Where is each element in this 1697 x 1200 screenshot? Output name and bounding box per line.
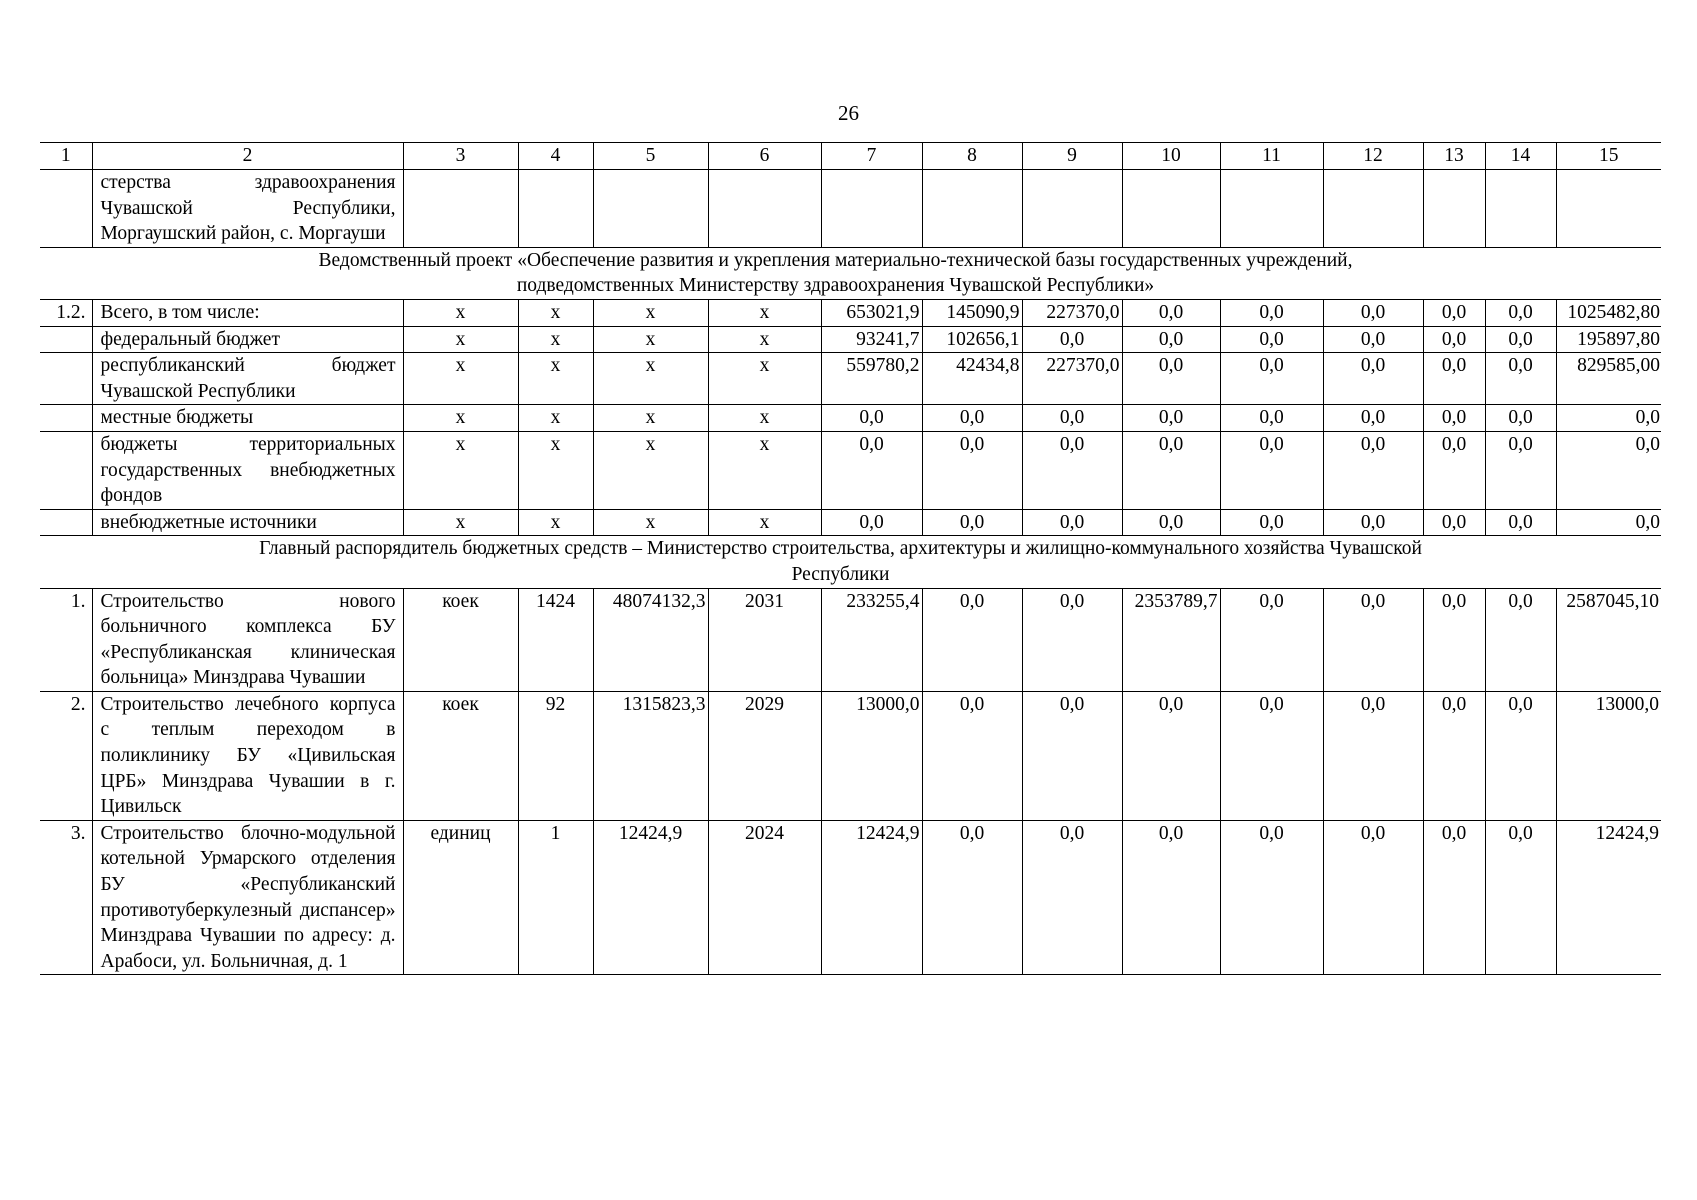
cell-idx (40, 431, 92, 509)
cell-c15: 2587045,10 (1556, 588, 1661, 691)
cell-idx: 1.2. (40, 299, 92, 326)
cell-c11: 0,0 (1220, 299, 1323, 326)
cell-c7: 12424,9 (821, 820, 922, 975)
cell-c9: 0,0 (1022, 326, 1122, 353)
cell-name: Строительство нового больничного комплекса БУ «Республиканская клиническая больница» Минздрава Чувашии (92, 588, 403, 691)
cell-c9: 227370,0 (1022, 353, 1122, 405)
cell-c7: 0,0 (821, 509, 922, 536)
cell-c6: 2031 (708, 588, 821, 691)
cell-c6: х (708, 405, 821, 432)
cell-c3: единиц (403, 820, 518, 975)
cell-c11: 0,0 (1220, 431, 1323, 509)
cell-c12: 0,0 (1323, 353, 1423, 405)
cell-c14: 0,0 (1485, 431, 1556, 509)
cell-c15: 0,0 (1556, 405, 1661, 432)
cell-name: внебюджетные источники (92, 509, 403, 536)
cell-c10: 0,0 (1122, 691, 1220, 820)
cell-c12: 0,0 (1323, 431, 1423, 509)
cell-c5: х (593, 509, 708, 536)
cell-c10: 0,0 (1122, 509, 1220, 536)
table-row (40, 691, 1661, 820)
cell-c10: 0,0 (1122, 353, 1220, 405)
section-row (40, 247, 1661, 299)
cell-c6: х (708, 509, 821, 536)
cell-c3: х (403, 353, 518, 405)
continuation-text: стерства здравоохранения Чувашской Республики, Моргаушский район, с. Моргауши (92, 170, 403, 248)
table-row (40, 353, 1661, 405)
header-cell: 8 (922, 143, 1022, 170)
header-cell: 6 (708, 143, 821, 170)
cell-c11: 0,0 (1220, 820, 1323, 975)
cell-c9: 0,0 (1022, 820, 1122, 975)
cell-c15: 13000,0 (1556, 691, 1661, 820)
cell-c9: 0,0 (1022, 431, 1122, 509)
header-cell: 4 (518, 143, 593, 170)
cell-idx (40, 326, 92, 353)
header-cell: 13 (1423, 143, 1485, 170)
cell-c6: х (708, 353, 821, 405)
cell-c12: 0,0 (1323, 326, 1423, 353)
cell-c15: 0,0 (1556, 509, 1661, 536)
header-cell: 10 (1122, 143, 1220, 170)
cell-c10: 0,0 (1122, 431, 1220, 509)
cell-c11: 0,0 (1220, 353, 1323, 405)
table-row (40, 588, 1661, 691)
cell-c9: 0,0 (1022, 588, 1122, 691)
cell-name: Всего, в том числе: (92, 299, 403, 326)
cell-c13: 0,0 (1423, 691, 1485, 820)
cell-c12: 0,0 (1323, 299, 1423, 326)
header-row (40, 143, 1661, 170)
header-cell: 5 (593, 143, 708, 170)
cell-c5: х (593, 431, 708, 509)
header-cell: 15 (1556, 143, 1661, 170)
cell-c4: 1424 (518, 588, 593, 691)
cell-c3: х (403, 299, 518, 326)
cell-c5: 12424,9 (593, 820, 708, 975)
cell-c15: 12424,9 (1556, 820, 1661, 975)
cell-idx: 3. (40, 820, 92, 975)
cell-c6: 2024 (708, 820, 821, 975)
cell-c7: 0,0 (821, 431, 922, 509)
cell-c8: 102656,1 (922, 326, 1022, 353)
table-row (40, 299, 1661, 326)
cell-c5: х (593, 299, 708, 326)
cell-c7: 653021,9 (821, 299, 922, 326)
cell-c9: 227370,0 (1022, 299, 1122, 326)
cell-c12: 0,0 (1323, 691, 1423, 820)
cell-c4: х (518, 405, 593, 432)
header-cell: 1 (40, 143, 92, 170)
header-cell: 2 (92, 143, 403, 170)
table-cell (40, 170, 92, 248)
section-title-project: Ведомственный проект «Обеспечение развития и укрепления материально-технической базы государственных учреждений, подведомственных Министерству здравоохранения Чувашской Республики» (40, 247, 1661, 299)
cell-c13: 0,0 (1423, 588, 1485, 691)
cell-c3: х (403, 405, 518, 432)
section-row (40, 536, 1661, 588)
cell-c7: 0,0 (821, 405, 922, 432)
cell-idx (40, 405, 92, 432)
cell-c4: х (518, 299, 593, 326)
cell-name: федеральный бюджет (92, 326, 403, 353)
cell-name: республиканский бюджет Чувашской Республики (92, 353, 403, 405)
cell-c15: 829585,00 (1556, 353, 1661, 405)
cell-c8: 0,0 (922, 509, 1022, 536)
table-row (40, 820, 1661, 975)
cell-name: Строительство лечебного корпуса с теплым переходом в поликлинику БУ «Цивильская ЦРБ» Минздрава Чувашии в г. Цивильск (92, 691, 403, 820)
cell-c4: х (518, 353, 593, 405)
header-cell: 7 (821, 143, 922, 170)
cell-c5: х (593, 353, 708, 405)
cell-c11: 0,0 (1220, 691, 1323, 820)
cell-c11: 0,0 (1220, 326, 1323, 353)
cell-c8: 145090,9 (922, 299, 1022, 326)
cell-c14: 0,0 (1485, 820, 1556, 975)
cell-c9: 0,0 (1022, 405, 1122, 432)
cell-c8: 0,0 (922, 405, 1022, 432)
continuation-row (40, 170, 1661, 248)
cell-c8: 0,0 (922, 820, 1022, 975)
cell-c7: 13000,0 (821, 691, 922, 820)
cell-c14: 0,0 (1485, 299, 1556, 326)
cell-c14: 0,0 (1485, 405, 1556, 432)
cell-c10: 2353789,7 (1122, 588, 1220, 691)
cell-c15: 0,0 (1556, 431, 1661, 509)
cell-c7: 233255,4 (821, 588, 922, 691)
cell-c15: 195897,80 (1556, 326, 1661, 353)
budget-table (40, 142, 1661, 975)
cell-c6: х (708, 326, 821, 353)
cell-c8: 0,0 (922, 431, 1022, 509)
cell-c13: 0,0 (1423, 509, 1485, 536)
cell-c10: 0,0 (1122, 326, 1220, 353)
cell-c8: 0,0 (922, 691, 1022, 820)
cell-c11: 0,0 (1220, 405, 1323, 432)
cell-c12: 0,0 (1323, 820, 1423, 975)
cell-c6: х (708, 431, 821, 509)
cell-c3: х (403, 509, 518, 536)
cell-idx (40, 509, 92, 536)
cell-c4: х (518, 326, 593, 353)
cell-name: Строительство блочно-модульной котельной Урмарского отделения БУ «Республиканский противотуберкулезный диспансер» Минздрава Чувашии по адресу: д. Арабоси, ул. Больничная, д. 1 (92, 820, 403, 975)
cell-c15: 1025482,80 (1556, 299, 1661, 326)
cell-c8: 42434,8 (922, 353, 1022, 405)
cell-c5: х (593, 405, 708, 432)
cell-c11: 0,0 (1220, 509, 1323, 536)
cell-c13: 0,0 (1423, 353, 1485, 405)
cell-c12: 0,0 (1323, 509, 1423, 536)
cell-c10: 0,0 (1122, 299, 1220, 326)
page-number: 26 (838, 101, 859, 125)
cell-c7: 93241,7 (821, 326, 922, 353)
cell-c5: х (593, 326, 708, 353)
cell-c9: 0,0 (1022, 509, 1122, 536)
section-title-ministry: Главный распорядитель бюджетных средств – Министерство строительства, архитектуры и жилищно-коммунального хозяйства Чувашской Республики (40, 536, 1661, 588)
cell-c4: 1 (518, 820, 593, 975)
cell-c13: 0,0 (1423, 820, 1485, 975)
cell-c5: 1315823,3 (593, 691, 708, 820)
cell-c3: коек (403, 691, 518, 820)
cell-c12: 0,0 (1323, 588, 1423, 691)
cell-name: бюджеты территориальных государственных внебюджетных фондов (92, 431, 403, 509)
cell-idx: 1. (40, 588, 92, 691)
cell-c14: 0,0 (1485, 588, 1556, 691)
cell-c13: 0,0 (1423, 405, 1485, 432)
cell-idx: 2. (40, 691, 92, 820)
header-cell: 11 (1220, 143, 1323, 170)
cell-c11: 0,0 (1220, 588, 1323, 691)
cell-c14: 0,0 (1485, 353, 1556, 405)
cell-c4: х (518, 431, 593, 509)
cell-c13: 0,0 (1423, 431, 1485, 509)
cell-c6: 2029 (708, 691, 821, 820)
table-row (40, 326, 1661, 353)
cell-c14: 0,0 (1485, 326, 1556, 353)
cell-c13: 0,0 (1423, 326, 1485, 353)
cell-c6: х (708, 299, 821, 326)
cell-c3: х (403, 326, 518, 353)
header-cell: 12 (1323, 143, 1423, 170)
table-row (40, 431, 1661, 509)
cell-c5: 48074132,3 (593, 588, 708, 691)
funding-rows (40, 299, 1661, 535)
cell-c8: 0,0 (922, 588, 1022, 691)
cell-c10: 0,0 (1122, 405, 1220, 432)
cell-c13: 0,0 (1423, 299, 1485, 326)
header-cell: 3 (403, 143, 518, 170)
header-cell: 9 (1022, 143, 1122, 170)
table-row (40, 405, 1661, 432)
cell-c7: 559780,2 (821, 353, 922, 405)
cell-c10: 0,0 (1122, 820, 1220, 975)
cell-c14: 0,0 (1485, 691, 1556, 820)
header-cell: 14 (1485, 143, 1556, 170)
object-rows (40, 588, 1661, 975)
cell-c3: х (403, 431, 518, 509)
cell-c4: х (518, 509, 593, 536)
cell-name: местные бюджеты (92, 405, 403, 432)
cell-idx (40, 353, 92, 405)
cell-c4: 92 (518, 691, 593, 820)
cell-c14: 0,0 (1485, 509, 1556, 536)
cell-c3: коек (403, 588, 518, 691)
cell-c12: 0,0 (1323, 405, 1423, 432)
cell-c9: 0,0 (1022, 691, 1122, 820)
table-row (40, 509, 1661, 536)
